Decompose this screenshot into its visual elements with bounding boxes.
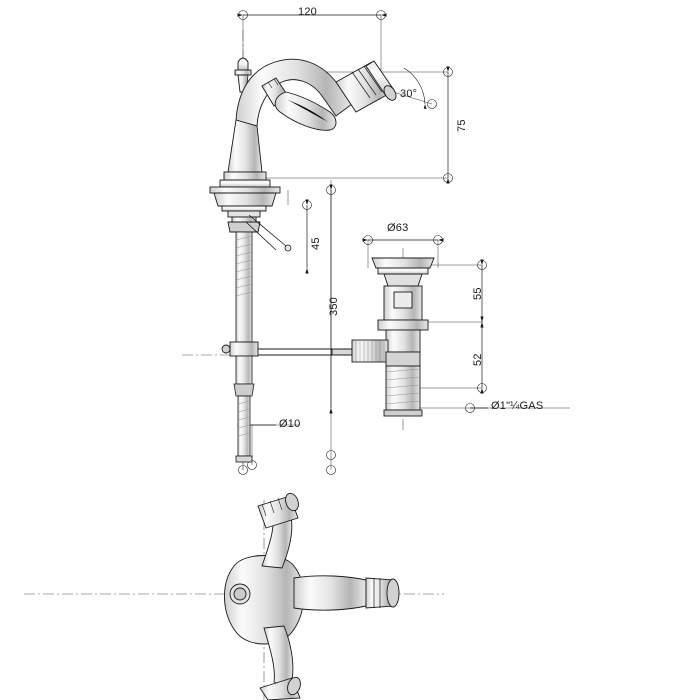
side-elevation-view [182, 30, 398, 470]
dimension-label-aerator-drop: 45 [310, 237, 322, 250]
dimension-label-waste-lower: 52 [472, 353, 484, 366]
dimension-label-spout-angle: 30° [400, 88, 418, 100]
waste-body [352, 258, 434, 416]
dimension-label-spout-reach: 120 [298, 6, 317, 18]
flexible-hose-tee [222, 342, 352, 356]
mixer-body [220, 120, 270, 187]
top-plan-view [24, 491, 444, 700]
dimension-label-tail-diameter: Ø10 [279, 418, 301, 430]
dimension-label-spout-height: 75 [456, 119, 468, 132]
dimension-label-flange-diameter: Ø63 [387, 222, 409, 234]
dimension-label-waste-upper: 55 [472, 287, 484, 300]
dimension-label-tail-length: 350 [328, 297, 340, 316]
threaded-tail [236, 232, 252, 342]
plan-body [224, 491, 399, 700]
lower-tail [234, 356, 254, 462]
pop-up-waste-detail [352, 248, 434, 432]
base-escutcheon [210, 187, 280, 232]
dimension-label-thread-size: Ø1"¼GAS [491, 400, 544, 412]
